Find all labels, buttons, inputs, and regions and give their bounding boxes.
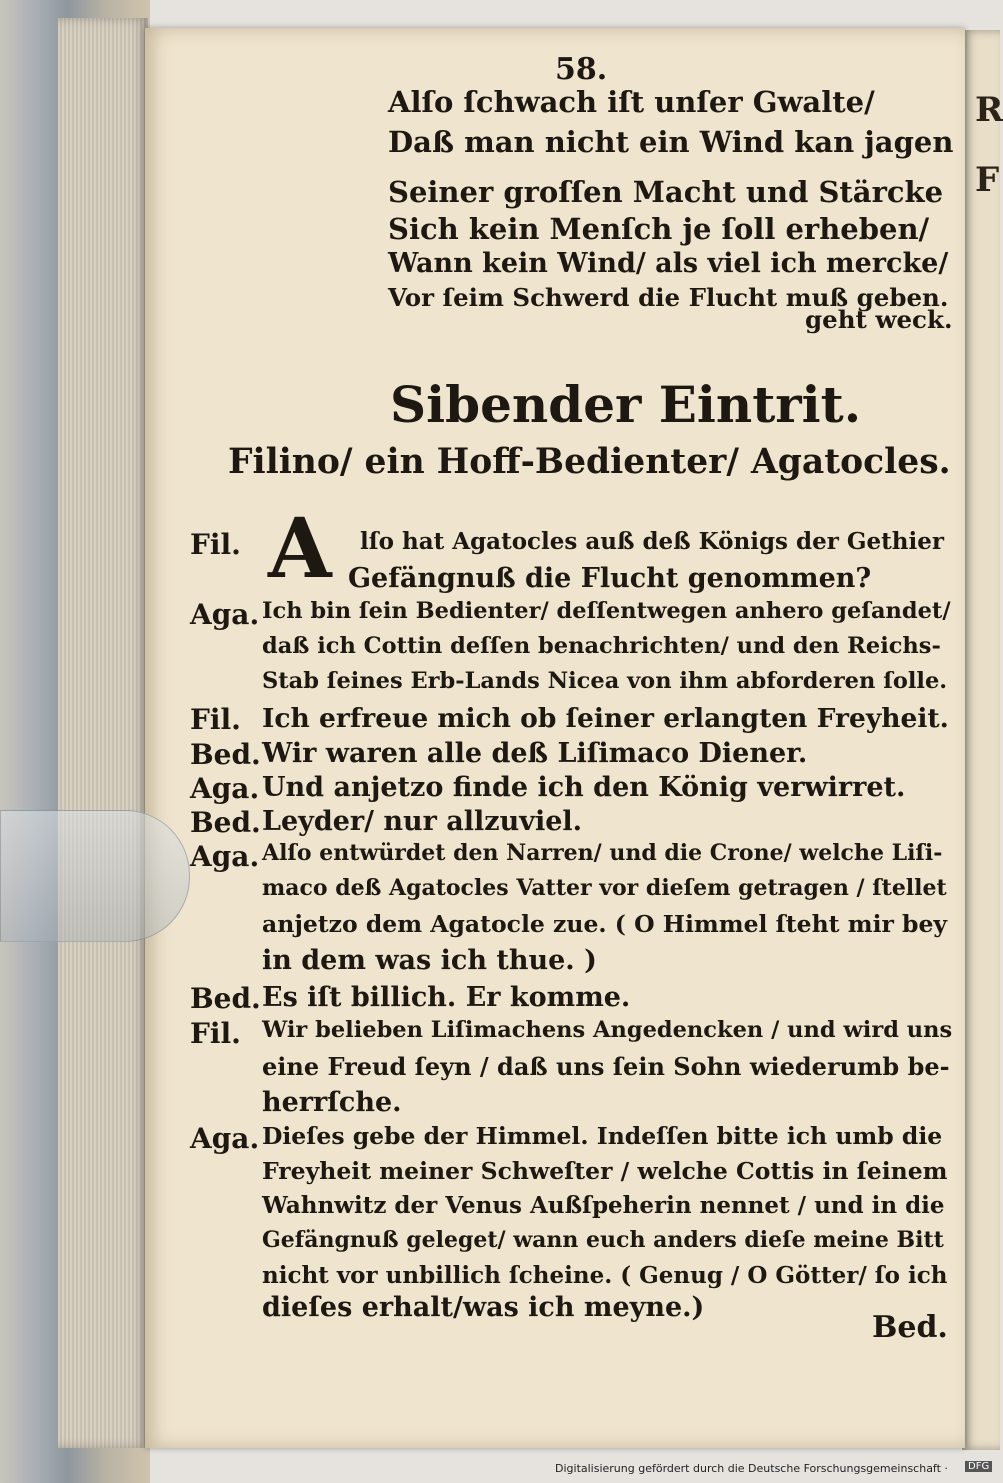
dialogue-line: herrſche.: [262, 1087, 402, 1118]
speaker-label: Fil.: [190, 703, 241, 736]
dialogue-line: maco deß Agatocles Vatter vor dieſem getragen / ſtellet: [262, 875, 947, 901]
dialogue-line: in dem was ich thue. ): [262, 945, 597, 976]
dialogue-line: Dieſes gebe der Himmel. Indeſſen bitte ich umb die: [262, 1122, 943, 1150]
adjacent-page-glyph: R: [975, 90, 1003, 130]
verse-line: Vor ſeim Schwerd die Flucht muß geben.: [388, 283, 949, 312]
dialogue-line: Ich erfreue mich ob ſeiner erlangten Freyheit.: [262, 703, 949, 734]
verse-line: Daß man nicht ein Wind kan jagen: [388, 125, 954, 159]
dialogue-line: Wir belieben Liſimachens Angedencken / und wird uns: [262, 1017, 953, 1043]
speaker-label: Bed.: [190, 982, 261, 1015]
decorated-initial: A: [268, 501, 332, 597]
speaker-label: Aga.: [190, 598, 260, 631]
page-block-edge: [58, 18, 148, 1448]
dialogue-line: Gefängnuß geleget/ wann euch anders dieſe meine Bitt: [262, 1227, 944, 1253]
dialogue-line: Wahnwitz der Venus Außſpeherin nennet / und in die: [262, 1192, 945, 1219]
dialogue-line: Gefängnuß die Flucht genommen?: [348, 563, 872, 594]
dialogue-line: Alſo entwürdet den Narren/ und die Crone/ welche Liſi-: [262, 840, 943, 866]
verse-line: Sich kein Menſch je ſoll erheben/: [388, 212, 930, 246]
dialogue-line: Leyder/ nur allzuviel.: [262, 806, 583, 837]
dialogue-line: daß ich Cottin deſſen benachrichten/ und den Reichs-: [262, 633, 941, 659]
verse-line: Alſo ſchwach iſt unſer Gwalte/: [388, 85, 875, 119]
verse-line: Wann kein Wind/ als viel ich mercke/: [388, 248, 949, 279]
dialogue-line: eine Freud ſeyn / daß uns ſein Sohn wiederumb be-: [262, 1052, 950, 1081]
dialogue-line: dieſes erhalt/was ich meyne.): [262, 1292, 705, 1323]
speaker-label: Aga.: [190, 840, 260, 873]
dialogue-line: lſo hat Agatocles auß deß Königs der Gethier: [360, 528, 944, 555]
dialogue-line: Ich bin ſein Bedienter/ deſſentwegen anhero geſandet/: [262, 598, 951, 624]
verse-line: Seiner groſſen Macht und Stärcke: [388, 175, 944, 209]
dialogue-line: Es iſt billich. Er komme.: [262, 982, 631, 1013]
scene-characters: Filino/ ein Hoff-Bedienter/ Agatocles.: [228, 442, 951, 482]
dialogue-line: nicht vor unbillich ſcheine. ( Genug / O Götter/ ſo ich: [262, 1262, 948, 1289]
scene-heading: Sibender Eintrit.: [390, 375, 862, 434]
speaker-label: Aga.: [190, 1122, 260, 1155]
speaker-label: Fil.: [190, 528, 241, 561]
dialogue-line: Wir waren alle deß Liſimaco Diener.: [262, 738, 808, 769]
dialogue-line: Stab ſeines Erb-Lands Nicea von ihm abforderen ſolle.: [262, 668, 948, 694]
speaker-label: Aga.: [190, 772, 260, 805]
stage-direction: geht weck.: [805, 305, 953, 334]
dfg-logo: DFG: [965, 1461, 992, 1472]
speaker-label: Bed.: [190, 806, 261, 839]
dialogue-line: Und anjetzo finde ich den König verwirret.: [262, 772, 906, 803]
dialogue-line: anjetzo dem Agatocle zue. ( O Himmel ſteht mir bey: [262, 910, 948, 938]
speaker-label: Fil.: [190, 1017, 241, 1050]
speaker-label: Bed.: [190, 738, 261, 771]
catchword: Bed.: [872, 1310, 948, 1345]
page-clip: [0, 810, 190, 942]
adjacent-page: [962, 30, 1000, 1450]
footer-credit: Digitalisierung gefördert durch die Deutsche Forschungsgemeinschaft ·: [555, 1462, 948, 1475]
adjacent-page-glyph: F: [975, 160, 1000, 200]
page-number: 58.: [555, 52, 608, 87]
dialogue-line: Freyheit meiner Schweſter / welche Cottis in ſeinem: [262, 1157, 948, 1185]
